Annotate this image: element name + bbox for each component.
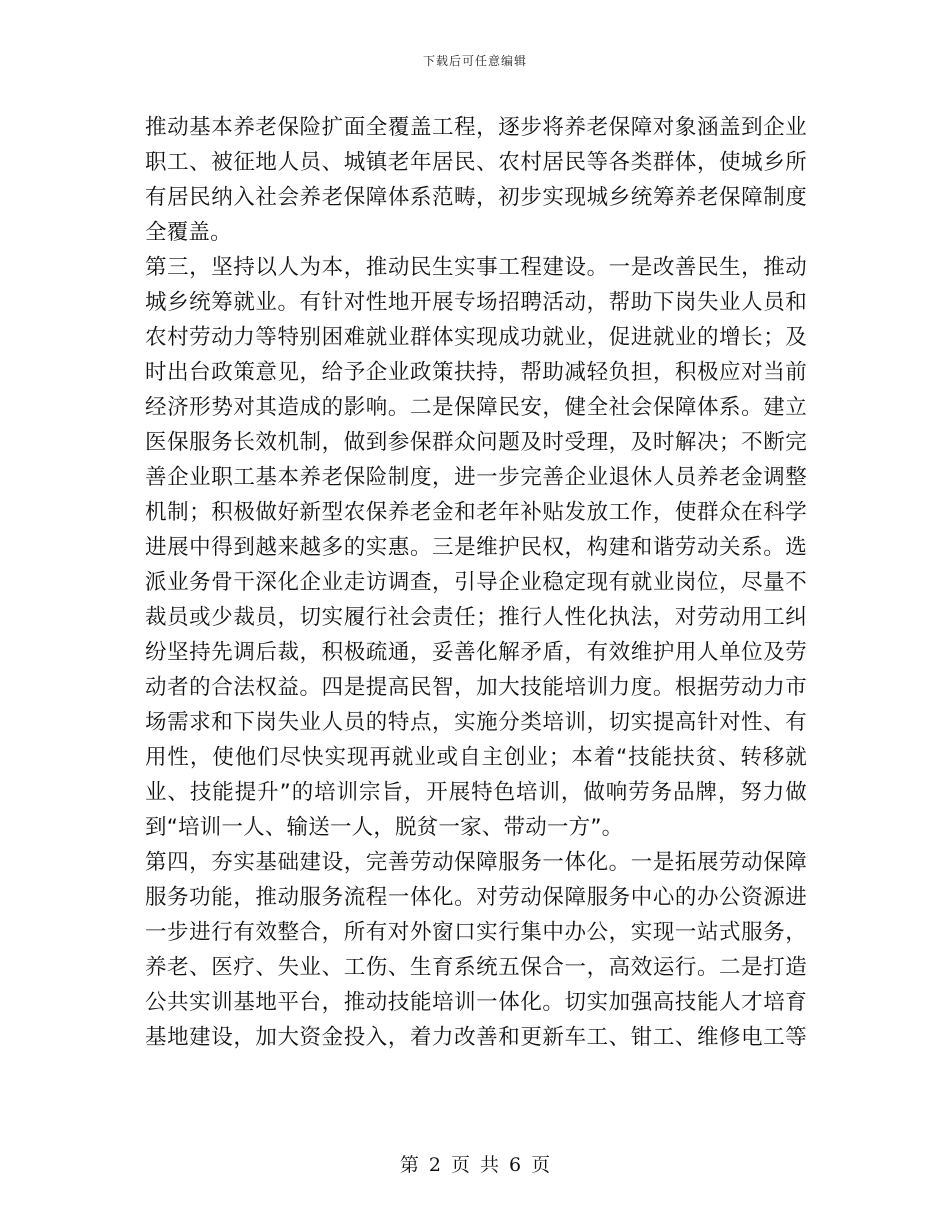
body-line: 时出台政策意见，给予企业政策扶持，帮助减轻负担，积极应对当前 [145, 360, 807, 385]
body-line: 有居民纳入社会养老保障体系范畴，初步实现城乡统筹养老保障制度 [145, 185, 807, 210]
body-line: 纷坚持先调后裁，积极疏通，妥善化解矛盾，有效维护用人单位及劳 [145, 640, 807, 665]
body-line: 第四，夯实基础建设，完善劳动保障服务一体化。一是拓展劳动保障 [145, 850, 807, 875]
body-line: 裁员或少裁员，切实履行社会责任；推行人性化执法，对劳动用工纠 [145, 605, 807, 630]
body-line: 到“培训一人、输送一人，脱贫一家、带动一方”。 [145, 815, 624, 840]
body-line: 医保服务长效机制，做到参保群众问题及时受理，及时解决；不断完 [145, 430, 807, 455]
body-line: 动者的合法权益。四是提高民智，加大技能培训力度。根据劳动力市 [145, 675, 807, 700]
body-line: 推动基本养老保险扩面全覆盖工程，逐步将养老保障对象涵盖到企业 [145, 115, 807, 140]
body-line: 进展中得到越来越多的实惠。三是维护民权，构建和谐劳动关系。选 [145, 535, 807, 560]
body-line: 基地建设，加大资金投入，着力改善和更新车工、钳工、维修电工等 [145, 1025, 807, 1050]
body-line: 场需求和下岗失业人员的特点，实施分类培训，切实提高针对性、有 [145, 710, 807, 735]
document-body [145, 110, 807, 1055]
body-line: 一步进行有效整合，所有对外窗口实行集中办公，实现一站式服务， [145, 920, 807, 945]
body-line: 业、技能提升”的培训宗旨，开展特色培训，做响劳务品牌，努力做 [145, 780, 807, 805]
body-line: 机制；积极做好新型农保养老金和老年补贴发放工作，使群众在科学 [145, 500, 807, 525]
body-line: 公共实训基地平台，推动技能培训一体化。切实加强高技能人才培育 [145, 990, 807, 1015]
body-line: 全覆盖。 [145, 220, 232, 245]
body-line: 职工、被征地人员、城镇老年居民、农村居民等各类群体，使城乡所 [145, 150, 807, 175]
body-line: 城乡统筹就业。有针对性地开展专场招聘活动，帮助下岗失业人员和 [145, 290, 807, 315]
page-number-footer: 第 2 页 共 6 页 [399, 1154, 551, 1176]
body-line: 农村劳动力等特别困难就业群体实现成功就业，促进就业的增长；及 [145, 325, 807, 350]
body-line: 用性，使他们尽快实现再就业或自主创业；本着“技能扶贫、转移就 [145, 745, 807, 770]
body-line: 善企业职工基本养老保险制度，进一步完善企业退休人员养老金调整 [145, 465, 807, 490]
body-line: 服务功能，推动服务流程一体化。对劳动保障服务中心的办公资源进 [145, 885, 807, 910]
body-line: 养老、医疗、失业、工伤、生育系统五保合一，高效运行。二是打造 [145, 955, 807, 980]
body-line: 派业务骨干深化企业走访调查，引导企业稳定现有就业岗位，尽量不 [145, 570, 807, 595]
body-line: 经济形势对其造成的影响。二是保障民安，健全社会保障体系。建立 [145, 395, 807, 420]
download-note-header: 下载后可任意编辑 [422, 54, 527, 68]
body-line: 第三，坚持以人为本，推动民生实事工程建设。一是改善民生，推动 [145, 255, 807, 280]
